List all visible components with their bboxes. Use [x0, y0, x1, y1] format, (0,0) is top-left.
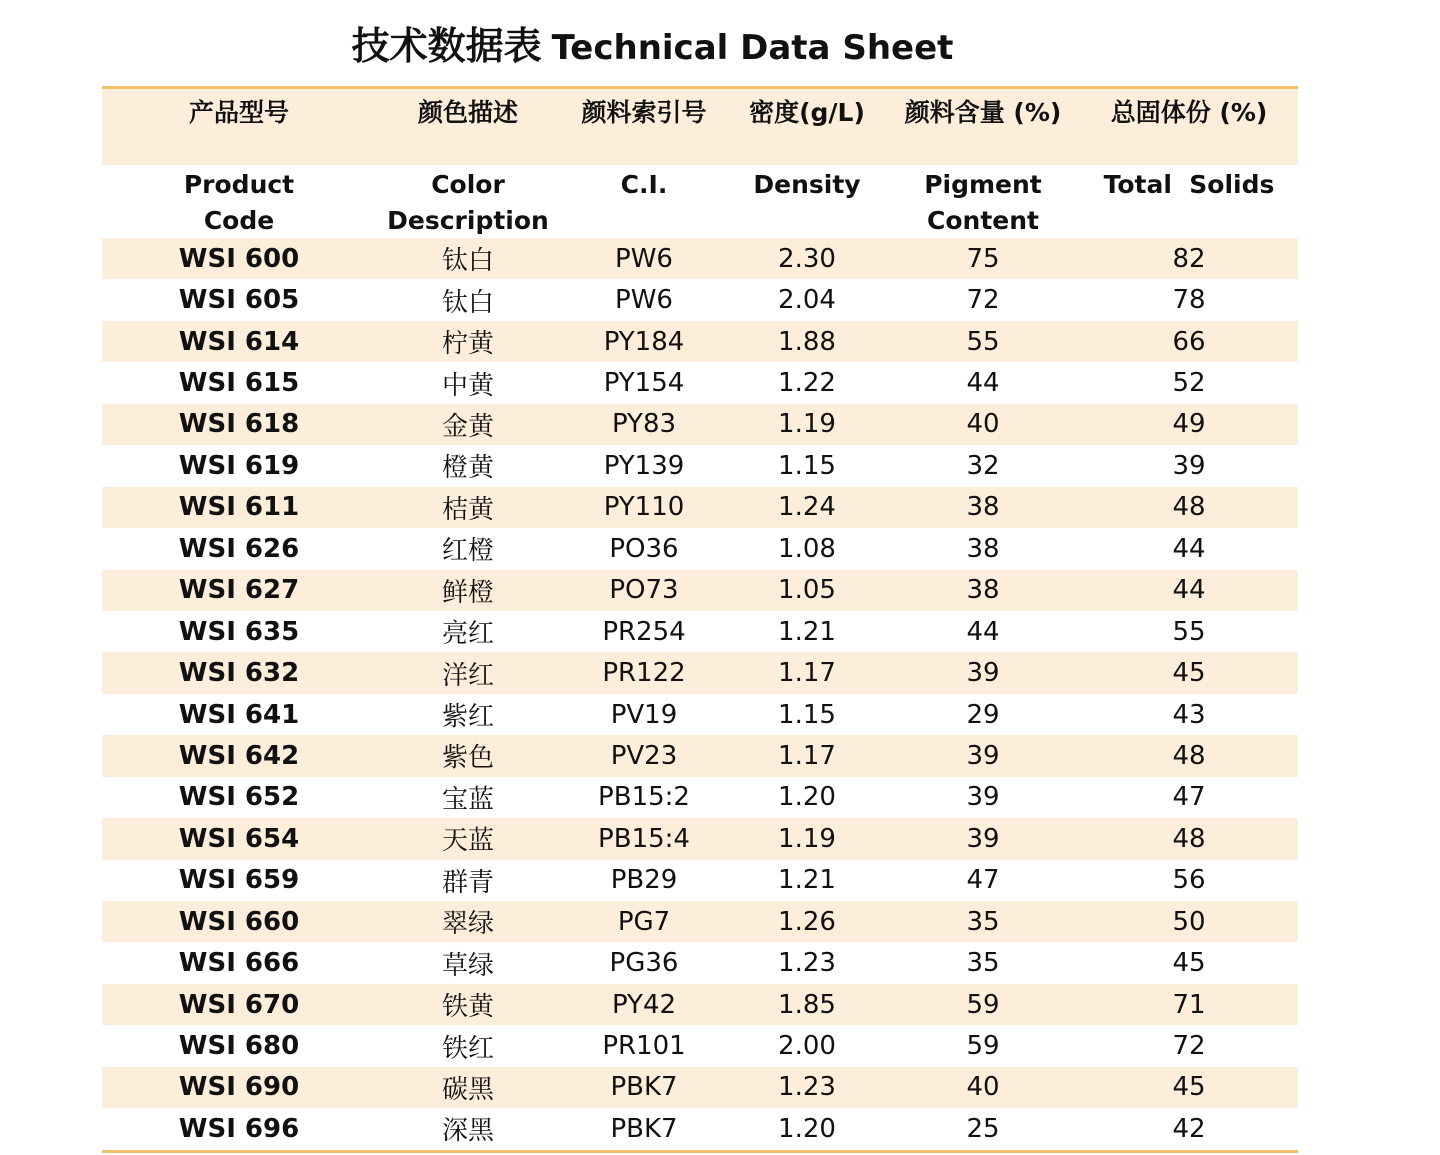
cell-ci: PG7 [617, 906, 671, 937]
cell-color-description: 翠绿 [441, 909, 494, 940]
header-cn-density: 密度(g/L) [749, 98, 865, 127]
cell-total-solids: 48 [1172, 740, 1206, 771]
cell-product-code: WSI 627 [178, 575, 300, 606]
cell-ci: PY110 [603, 492, 685, 523]
cell-color-description: 宝蓝 [441, 784, 494, 815]
table-row [102, 818, 1298, 859]
header-cn-color-description: 颜色描述 [417, 98, 518, 127]
cell-pigment-content: 38 [966, 533, 1000, 564]
cell-pigment-content: 72 [966, 285, 1000, 316]
cell-ci: PBK7 [610, 1113, 678, 1144]
cell-color-description: 橙黄 [441, 453, 494, 484]
table-row [102, 652, 1298, 693]
cell-color-description: 铁红 [441, 1033, 494, 1064]
page-title [0, 18, 1305, 76]
cell-pigment-content: 59 [966, 989, 1000, 1020]
cell-product-code: WSI 626 [178, 533, 300, 564]
cell-color-description: 洋红 [441, 660, 494, 691]
table-row [102, 362, 1298, 403]
cell-total-solids: 66 [1172, 326, 1206, 357]
cell-product-code: WSI 600 [178, 243, 300, 274]
cell-ci: PO36 [609, 533, 679, 564]
table-row [102, 279, 1298, 320]
cell-color-description: 群青 [441, 867, 494, 898]
cell-pigment-content: 75 [966, 243, 1000, 274]
cell-product-code: WSI 614 [178, 326, 300, 357]
table-row [102, 694, 1298, 735]
cell-ci: PB15:2 [598, 782, 690, 813]
cell-product-code: WSI 642 [178, 740, 300, 771]
cell-pigment-content: 44 [966, 616, 1000, 647]
cell-product-code: WSI 696 [178, 1113, 300, 1144]
header-en-total-solids: Total Solids [1103, 170, 1275, 199]
cell-product-code: WSI 615 [178, 368, 300, 399]
cell-pigment-content: 29 [966, 699, 1000, 730]
cell-color-description: 亮红 [441, 619, 494, 650]
cell-density: 1.21 [778, 865, 836, 896]
cell-total-solids: 49 [1172, 409, 1206, 440]
cell-ci: PR101 [602, 1031, 686, 1062]
data-table [102, 86, 1298, 1153]
cell-ci: PW6 [615, 243, 673, 274]
cell-density: 2.00 [778, 1031, 836, 1062]
cell-density: 1.19 [778, 409, 836, 440]
cell-total-solids: 48 [1172, 823, 1206, 854]
table-row [102, 1108, 1298, 1149]
cell-total-solids: 48 [1172, 492, 1206, 523]
cell-pigment-content: 44 [966, 368, 1000, 399]
cell-ci: PBK7 [610, 1072, 678, 1103]
cell-ci: PR254 [602, 616, 686, 647]
cell-ci: PB29 [610, 865, 678, 896]
table-row [102, 404, 1298, 445]
cell-total-solids: 39 [1172, 450, 1206, 481]
cell-total-solids: 45 [1172, 948, 1206, 979]
cell-pigment-content: 40 [966, 409, 1000, 440]
cell-ci: PY139 [603, 450, 685, 481]
cell-pigment-content: 35 [966, 906, 1000, 937]
cell-ci: PV23 [610, 740, 678, 771]
cell-total-solids: 44 [1172, 575, 1206, 606]
table-row [102, 901, 1298, 942]
title-en: Technical Data Sheet [551, 28, 954, 68]
cell-color-description: 鲜橙 [441, 577, 494, 608]
table-row [102, 321, 1298, 362]
table-row [102, 860, 1298, 901]
cell-total-solids: 42 [1172, 1113, 1206, 1144]
cell-density: 1.15 [778, 450, 836, 481]
cell-product-code: WSI 659 [178, 865, 300, 896]
cell-product-code: WSI 618 [178, 409, 300, 440]
cell-color-description: 桔黄 [441, 494, 494, 525]
cell-color-description: 铁黄 [441, 992, 494, 1023]
cell-ci: PY42 [611, 989, 677, 1020]
cell-color-description: 金黄 [441, 411, 494, 442]
cell-density: 1.88 [778, 326, 836, 357]
cell-total-solids: 71 [1172, 989, 1206, 1020]
cell-pigment-content: 59 [966, 1031, 1000, 1062]
table-row [102, 735, 1298, 776]
cell-density: 2.30 [778, 243, 836, 274]
cell-ci: PB15:4 [598, 823, 690, 854]
cell-pigment-content: 39 [966, 823, 1000, 854]
cell-color-description: 碳黑 [441, 1074, 494, 1105]
table-row [102, 487, 1298, 528]
cell-color-description: 草绿 [441, 950, 494, 981]
cell-density: 1.17 [778, 740, 836, 771]
cell-density: 1.17 [778, 658, 836, 689]
cell-density: 1.20 [778, 782, 836, 813]
cell-total-solids: 82 [1172, 243, 1206, 274]
cell-density: 1.19 [778, 823, 836, 854]
header-en-product-code: Product Code [183, 170, 295, 235]
cell-pigment-content: 39 [966, 740, 1000, 771]
table-row [102, 445, 1298, 486]
table-row [102, 777, 1298, 818]
cell-product-code: WSI 632 [178, 658, 300, 689]
cell-pigment-content: 39 [966, 658, 1000, 689]
table-body [102, 238, 1298, 1150]
cell-color-description: 紫红 [441, 702, 494, 733]
cell-color-description: 钛白 [441, 246, 494, 277]
cell-density: 1.08 [778, 533, 836, 564]
header-en-density: Density [753, 170, 861, 199]
cell-total-solids: 55 [1172, 616, 1206, 647]
cell-product-code: WSI 619 [178, 450, 300, 481]
cell-pigment-content: 40 [966, 1072, 1000, 1103]
header-en-pigment-content: Pigment Content [924, 170, 1042, 235]
cell-total-solids: 45 [1172, 1072, 1206, 1103]
cell-density: 1.05 [778, 575, 836, 606]
cell-density: 1.23 [778, 1072, 836, 1103]
cell-ci: PO73 [609, 575, 679, 606]
cell-total-solids: 56 [1172, 865, 1206, 896]
cell-density: 1.20 [778, 1113, 836, 1144]
cell-density: 1.26 [778, 906, 836, 937]
cell-pigment-content: 39 [966, 782, 1000, 813]
cell-product-code: WSI 635 [178, 616, 300, 647]
cell-pigment-content: 38 [966, 492, 1000, 523]
table-row [102, 611, 1298, 652]
header-cn-pigment-content: 颜料含量 (%) [904, 98, 1062, 127]
cell-product-code: WSI 680 [178, 1031, 300, 1062]
cell-density: 1.22 [778, 368, 836, 399]
cell-density: 1.21 [778, 616, 836, 647]
table-row [102, 528, 1298, 569]
cell-color-description: 钛白 [441, 287, 494, 318]
cell-pigment-content: 47 [966, 865, 1000, 896]
cell-total-solids: 72 [1172, 1031, 1206, 1062]
table-row [102, 570, 1298, 611]
cell-total-solids: 78 [1172, 285, 1206, 316]
header-cn-ci: 颜料索引号 [581, 98, 707, 127]
table-bottom-rule [102, 1150, 1298, 1153]
table-row [102, 984, 1298, 1025]
cell-product-code: WSI 652 [178, 782, 300, 813]
cell-pigment-content: 25 [966, 1113, 1000, 1144]
cell-density: 1.24 [778, 492, 836, 523]
header-cn-product-code: 产品型号 [188, 98, 289, 127]
cell-ci: PG36 [609, 948, 679, 979]
header-en-color-description: Color Description [387, 170, 549, 235]
header-row-en [102, 165, 1298, 238]
cell-product-code: WSI 670 [178, 989, 300, 1020]
cell-color-description: 柠黄 [441, 329, 494, 360]
table-row [102, 1067, 1298, 1108]
table-row [102, 942, 1298, 983]
cell-pigment-content: 32 [966, 450, 1000, 481]
cell-color-description: 天蓝 [441, 826, 494, 857]
cell-ci: PW6 [615, 285, 673, 316]
cell-product-code: WSI 605 [178, 285, 300, 316]
header-row-cn [102, 89, 1298, 165]
cell-color-description: 紫色 [441, 743, 494, 774]
cell-pigment-content: 35 [966, 948, 1000, 979]
cell-total-solids: 45 [1172, 658, 1206, 689]
cell-color-description: 红橙 [441, 536, 494, 567]
cell-product-code: WSI 654 [178, 823, 300, 854]
cell-pigment-content: 55 [966, 326, 1000, 357]
cell-ci: PY184 [603, 326, 685, 357]
cell-product-code: WSI 611 [178, 492, 300, 523]
header-cn-total-solids: 总固体份 (%) [1110, 98, 1268, 127]
cell-product-code: WSI 666 [178, 948, 300, 979]
cell-total-solids: 47 [1172, 782, 1206, 813]
cell-product-code: WSI 641 [178, 699, 300, 730]
cell-density: 1.23 [778, 948, 836, 979]
cell-product-code: WSI 660 [178, 906, 300, 937]
table-row [102, 1025, 1298, 1066]
table-row [102, 238, 1298, 279]
cell-product-code: WSI 690 [178, 1072, 300, 1103]
cell-total-solids: 52 [1172, 368, 1206, 399]
cell-ci: PR122 [602, 658, 686, 689]
cell-total-solids: 50 [1172, 906, 1206, 937]
title-cn: 技术数据表 [351, 24, 542, 68]
cell-ci: PV19 [610, 699, 678, 730]
cell-density: 1.15 [778, 699, 836, 730]
cell-color-description: 深黑 [441, 1116, 494, 1147]
cell-density: 1.85 [778, 989, 836, 1020]
header-en-ci: C.I. [620, 170, 668, 199]
cell-density: 2.04 [778, 285, 836, 316]
cell-total-solids: 44 [1172, 533, 1206, 564]
cell-pigment-content: 38 [966, 575, 1000, 606]
cell-total-solids: 43 [1172, 699, 1206, 730]
cell-color-description: 中黄 [441, 370, 494, 401]
cell-ci: PY154 [603, 368, 685, 399]
cell-ci: PY83 [611, 409, 677, 440]
